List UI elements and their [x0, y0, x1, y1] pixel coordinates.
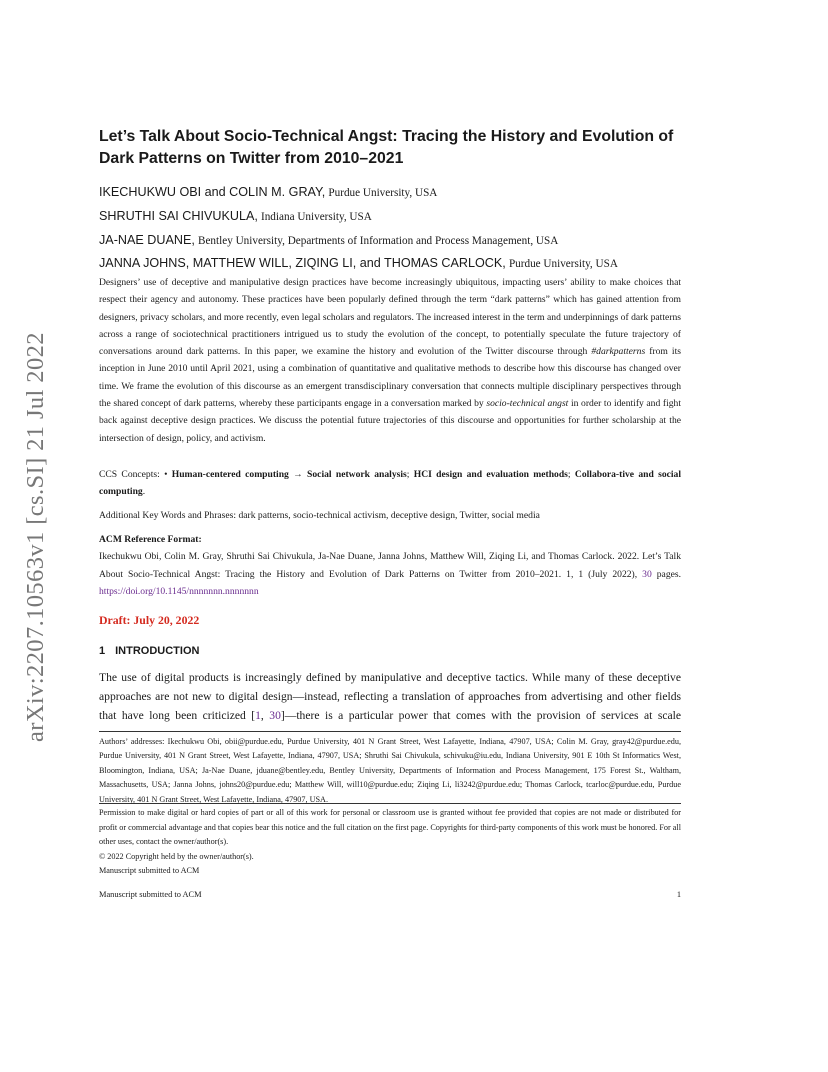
page-footer — [99, 890, 681, 899]
acm-reference-body: pages. — [651, 568, 681, 580]
section-number: 1 — [99, 645, 106, 657]
manuscript-line: Manuscript submitted to ACM — [99, 866, 200, 876]
author-line — [99, 181, 699, 205]
draft-date: Draft: July 20, 2022 — [99, 613, 200, 627]
ccs-arrow: → — [293, 469, 303, 480]
author-affiliation: Purdue University, USA — [328, 187, 438, 199]
paper-title: Let’s Talk About Socio-Technical Angst: Tracing the History and Evolution of Dark Patterns on Twitter from 2010–2021 — [99, 128, 674, 167]
intro-text: The use of digital products is increasingly defined by manipulative and deceptive tactics. While many of these deceptive approaches are not new to digital design—instead, reflecting a translation of approaches from advertising and other fields that have long been criticized [ — [99, 671, 681, 722]
abstract-text: in order to identify and fight back against deceptive design practices. We discuss the potential future trajectories of this discourse and opportunities for further scholarship at the intersection of design, policy, and activism. — [99, 398, 682, 444]
page-number: 1 — [676, 890, 681, 899]
copyright-line: © 2022 Copyright held by the owner/author(s). — [99, 851, 254, 861]
ccs-concept: Human-centered computing — [171, 469, 289, 480]
abstract-text: from its inception in June 2010 until April 2021, using a combination of quantitative and qualitative methods to describe how this discourse has changed over time. We frame the evolution of this discourse as an emergent transdisciplinary conversation that connects multiple disciplinary perspectives through the shared concept of dark patterns, whereby these participants engage in a conversation marked by — [99, 346, 681, 410]
abstract-hashtag: #darkpatterns — [591, 346, 646, 358]
abstract — [99, 274, 681, 447]
author-line — [99, 229, 699, 253]
ccs-concept: HCI design and evaluation methods — [413, 469, 568, 480]
authors-addresses: Authors’ addresses: Ikechukwu Obi, obii@purdue.edu, Purdue University, 401 N Grant Street, West Lafayette, Indiana, 47907, USA; Colin M. Gray, gray42@purdue.edu, Purdue University, 401 N Grant Street, West Lafayette, Indiana, 47907, USA; Shruthi Sai Chivukula, schivuku@iu.edu, Indiana University, 901 E 10th St Informatics West, Bloomington, Indiana, USA; Ja-Nae Duane, jduane@bentley.edu, Bentley University, Departments of Information and Process Management, 175 Forest St., Waltham, Massachusetts, USA; Janna Johns, johns20@purdue.edu; Matthew Will, will10@purdue.edu; Ziqing Li, li3242@purdue.edu; Thomas Carlock, tcarloc@purdue.edu, Purdue University, 401 N Grant Street, West Lafayette, Indiana, 47907, USA. — [99, 737, 681, 804]
author-names: IKECHUKWU OBI and COLIN M. GRAY, — [99, 185, 326, 199]
section-heading — [99, 645, 199, 657]
ccs-concept: Social network analysis — [307, 469, 407, 480]
citation-separator: , — [260, 709, 270, 722]
intro-text: ]—there is a particular power that comes with the provision of services at scale — [280, 709, 682, 722]
author-line — [99, 252, 699, 276]
permission-notice — [99, 806, 681, 879]
citation-link[interactable]: 1 — [255, 709, 261, 722]
footnote-divider — [99, 731, 681, 732]
author-line — [99, 205, 699, 229]
permission-divider — [99, 803, 681, 804]
author-affiliation: Bentley University, Departments of Information and Process Management, USA — [198, 234, 559, 247]
abstract-emphasis: socio-technical angst — [486, 398, 569, 410]
author-list — [99, 181, 699, 276]
doi-link[interactable]: https://doi.org/10.1145/nnnnnnn.nnnnnnn — [99, 585, 259, 597]
acm-reference-heading: ACM Reference Format: — [99, 534, 202, 545]
footer-left: Manuscript submitted to ACM — [99, 890, 202, 899]
author-names: JANNA JOHNS, MATTHEW WILL, ZIQING LI, and THOMAS CARLOCK, — [99, 256, 506, 271]
author-names: SHRUTHI SAI CHIVUKULA, — [99, 208, 258, 223]
permission-text: Permission to make digital or hard copies of part or all of this work for personal or classroom use is granted without fee provided that copies are not made or distributed for profit or commercial advantage and that copies bear this notice and the full citation on the first page. Copyrights for third-party components of this work must be honored. For all other uses, contact the owner/author(s). — [99, 808, 681, 847]
ccs-concepts: CCS Concepts: • Human-centered computing → Social network analysis; HCI design and evaluation methods; Collabora-tive and social computing. — [99, 469, 682, 498]
ccs-label: CCS Concepts: • — [99, 469, 168, 480]
section-title: INTRODUCTION — [115, 645, 200, 657]
pages-link[interactable]: 30 — [642, 568, 652, 580]
acm-reference-text — [99, 548, 681, 600]
ccs-concept: Collabora-tive and social computing — [99, 469, 682, 498]
introduction-paragraph — [99, 668, 681, 744]
author-affiliation: Purdue University, USA — [508, 258, 618, 271]
author-affiliation: Indiana University, USA — [260, 210, 372, 223]
keywords: Additional Key Words and Phrases: dark patterns, socio-technical activism, deceptive design, Twitter, social media — [99, 510, 540, 521]
abstract-text: Designers’ use of deceptive and manipulative design practices have become increasingly ubiquitous, impacting users’ ability to make choices that respect their agency and autonomy. These practices have been popularly defined through the term “dark patterns” which has gained attention from designers, privacy scholars, and more recently, even legal scholars and regulators. The increased interest in the term and underpinnings of dark patterns across a range of sociotechnical practitioners intrigued us to study the evolution of the concept, to potentially speculate the future trajectory of conversations around dark patterns. In this paper, we examine the history and evolution of the Twitter discourse through — [99, 277, 681, 358]
arxiv-identifier: arXiv:2207.10563v1 [cs.SI] 21 Jul 2022 — [22, 332, 49, 742]
citation-link[interactable]: 30 — [269, 709, 281, 722]
acm-reference-format — [99, 531, 681, 600]
acm-reference-body: Ikechukwu Obi, Colin M. Gray, Shruthi Sai Chivukula, Ja-Nae Duane, Janna Johns, Matthew Will, Ziqing Li, and Thomas Carlock. 2022. Let’s Talk About Socio-Technical Angst: Tracing the History and Evolution of Dark Patterns on Twitter from 2010–2021. 1, 1 (July 2022), — [99, 551, 681, 580]
author-names: JA-NAE DUANE, — [99, 232, 195, 247]
